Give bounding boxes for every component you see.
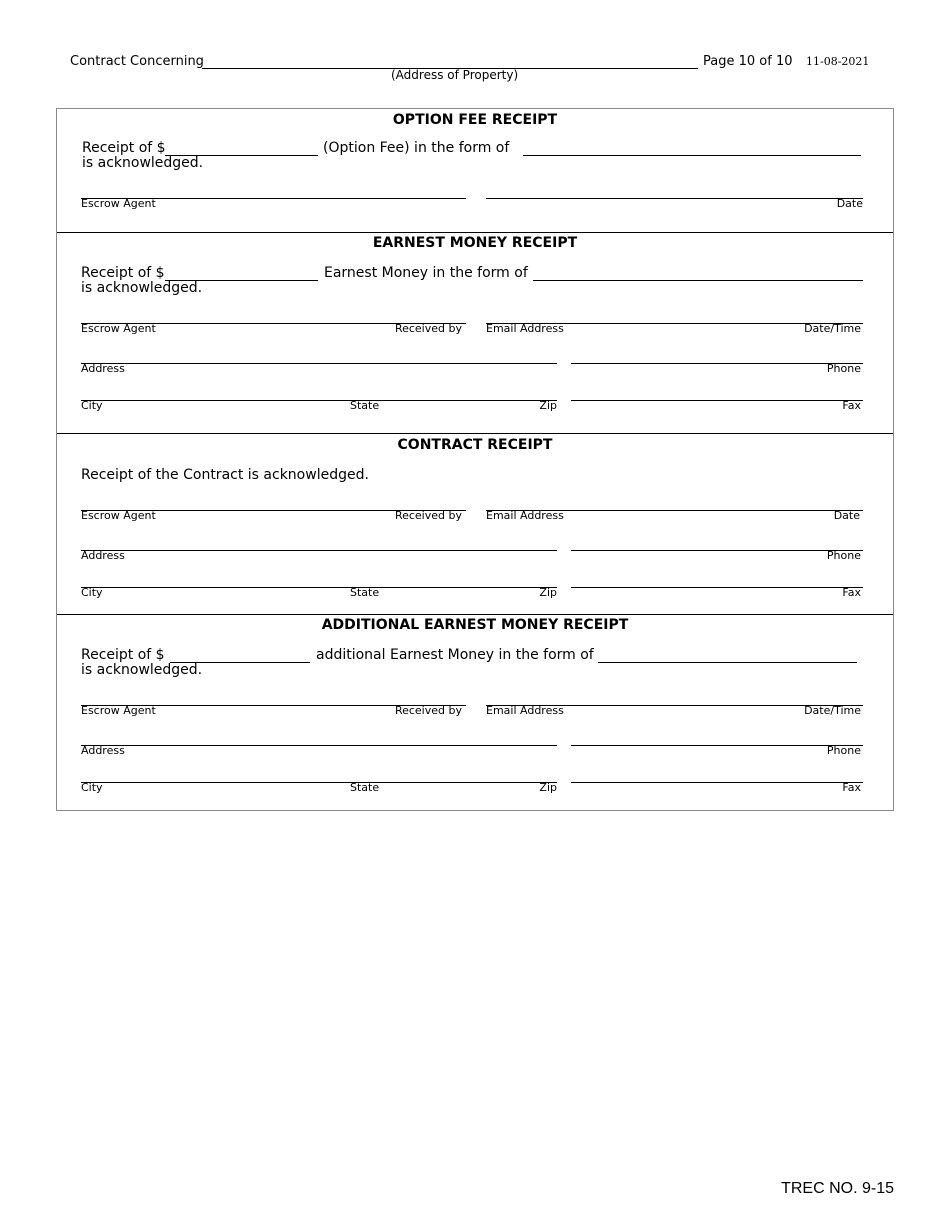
option-fee-acknowledged: is acknowledged.	[82, 155, 204, 171]
earnest-money-address-line[interactable]	[81, 363, 557, 364]
contract-escrow-agent-label: Escrow Agent	[81, 509, 156, 522]
additional-acknowledged: is acknowledged.	[81, 662, 203, 678]
earnest-money-city-label: City	[81, 399, 103, 412]
earnest-money-state-label: State	[350, 399, 380, 412]
earnest-money-acknowledged: is acknowledged.	[81, 280, 203, 296]
additional-state-label: State	[350, 781, 380, 794]
earnest-money-phone-label: Phone	[826, 362, 861, 375]
option-fee-date-line[interactable]	[486, 198, 863, 199]
additional-received-by-label: Received by	[394, 704, 462, 717]
additional-escrow-agent-label: Escrow Agent	[81, 704, 156, 717]
earnest-money-received-by-label: Received by	[394, 322, 462, 335]
earnest-money-form-field[interactable]	[533, 280, 863, 281]
contract-received-by-label: Received by	[394, 509, 462, 522]
option-fee-form-of-label: (Option Fee) in the form of	[323, 140, 510, 156]
option-fee-title: OPTION FEE RECEIPT	[392, 112, 558, 128]
earnest-money-phone-line[interactable]	[571, 363, 863, 364]
contract-fax-line[interactable]	[571, 587, 863, 588]
address-caption: (Address of Property)	[391, 68, 519, 82]
option-fee-form-field[interactable]	[523, 155, 861, 156]
contract-fax-label: Fax	[842, 586, 861, 599]
section-divider	[57, 614, 893, 615]
additional-email-label: Email Address	[486, 704, 564, 717]
contract-phone-label: Phone	[826, 549, 861, 562]
additional-zip-label: Zip	[539, 781, 557, 794]
earnest-money-email-label: Email Address	[486, 322, 564, 335]
contract-email-label: Email Address	[486, 509, 564, 522]
additional-address-label: Address	[81, 744, 125, 757]
additional-form-field[interactable]	[598, 662, 857, 663]
option-fee-escrow-agent-label: Escrow Agent	[81, 197, 156, 210]
earnest-money-form-of-label: Earnest Money in the form of	[324, 265, 528, 281]
contract-phone-line[interactable]	[571, 550, 863, 551]
additional-date-time-label: Date/Time	[804, 704, 861, 717]
contract-city-label: City	[81, 586, 103, 599]
additional-fax-line[interactable]	[571, 782, 863, 783]
contract-address-label: Address	[81, 549, 125, 562]
additional-receipt-prefix: Receipt of $	[81, 647, 165, 663]
additional-earnest-money-title: ADDITIONAL EARNEST MONEY RECEIPT	[321, 617, 629, 633]
option-fee-date-label: Date	[836, 197, 863, 210]
option-fee-receipt-prefix: Receipt of $	[82, 140, 166, 156]
earnest-money-address-label: Address	[81, 362, 125, 375]
contract-city-line[interactable]	[81, 587, 557, 588]
form-date-code: 11-08-2021	[806, 55, 870, 68]
additional-city-line[interactable]	[81, 782, 557, 783]
earnest-money-fax-line[interactable]	[571, 400, 863, 401]
contract-date-label: Date	[833, 509, 860, 522]
earnest-money-title: EARNEST MONEY RECEIPT	[372, 235, 578, 251]
additional-form-of-label: additional Earnest Money in the form of	[316, 647, 594, 663]
contract-address-line[interactable]	[81, 550, 557, 551]
additional-city-label: City	[81, 781, 103, 794]
earnest-money-receipt-prefix: Receipt of $	[81, 265, 165, 281]
earnest-money-city-line[interactable]	[81, 400, 557, 401]
section-divider	[57, 232, 893, 233]
contract-zip-label: Zip	[539, 586, 557, 599]
earnest-money-zip-label: Zip	[539, 399, 557, 412]
earnest-money-escrow-agent-label: Escrow Agent	[81, 322, 156, 335]
additional-address-line[interactable]	[81, 745, 557, 746]
additional-fax-label: Fax	[842, 781, 861, 794]
additional-phone-label: Phone	[826, 744, 861, 757]
trec-form-number: TREC NO. 9-15	[781, 1180, 894, 1197]
page-number: Page 10 of 10	[703, 54, 793, 69]
contract-state-label: State	[350, 586, 380, 599]
contract-receipt-text: Receipt of the Contract is acknowledged.	[81, 467, 369, 483]
additional-phone-line[interactable]	[571, 745, 863, 746]
contract-receipt-title: CONTRACT RECEIPT	[397, 437, 553, 453]
earnest-money-date-time-label: Date/Time	[804, 322, 861, 335]
section-divider	[57, 433, 893, 434]
earnest-money-fax-label: Fax	[842, 399, 861, 412]
contract-concerning-label: Contract Concerning	[70, 54, 204, 69]
